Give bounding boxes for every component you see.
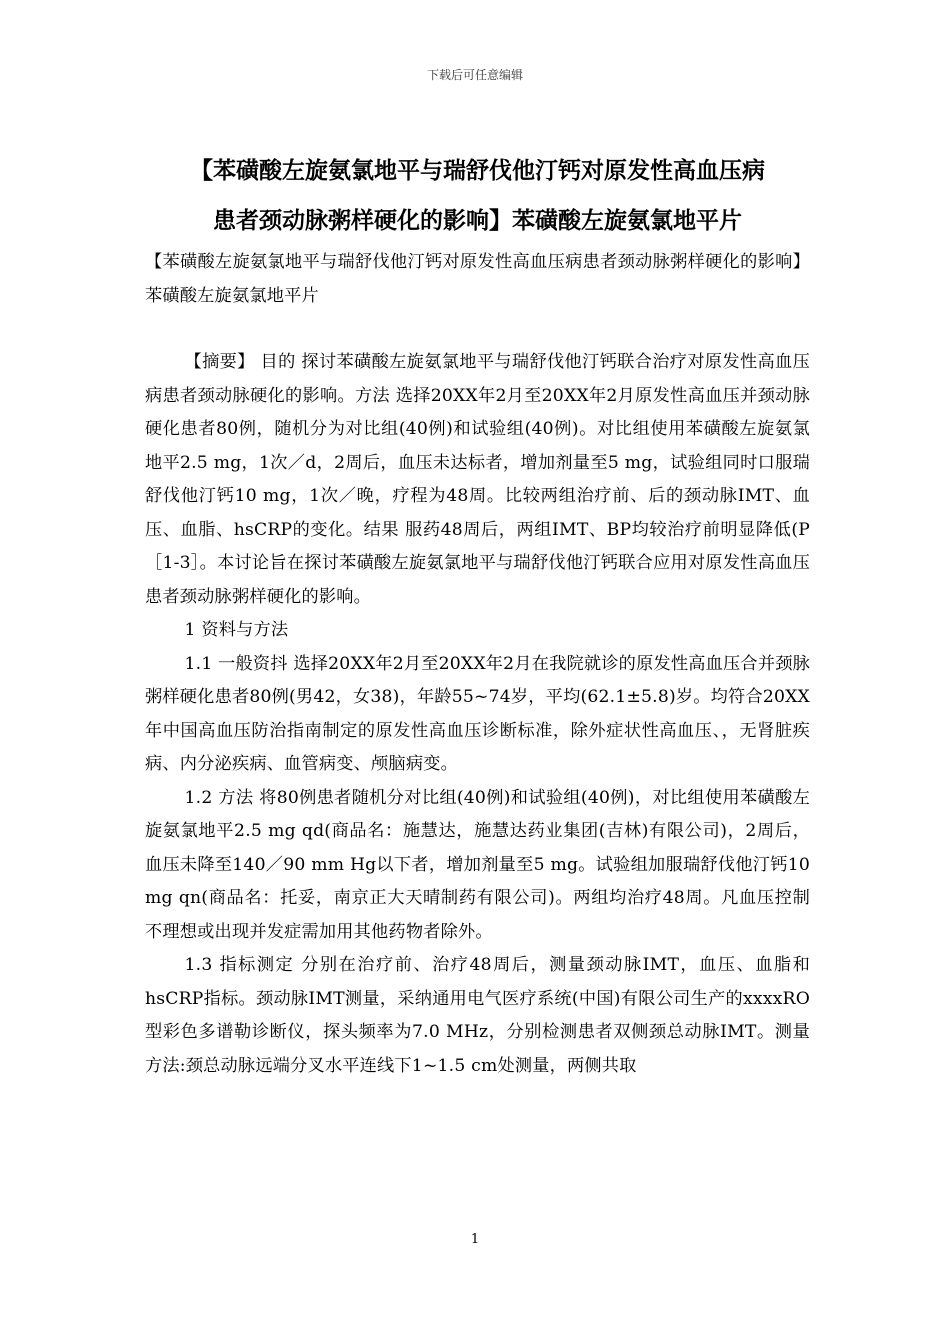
section-heading-methods: 1 资料与方法 [184,620,289,640]
paragraph-indicator-measurement: 1.3 指标测定 分别在治疗前、治疗48周后，测量颈动脉IMT，血压、血脂和hsCRP指标。颈动脉IMT测量，采纳通用电气医疗系统(中国)有限公司生产的xxxxRO型彩色多谱勒诊断仪，探头频率为7.0 MHz，分别检测患者双侧颈总动脉IMT。测量方法:颈总动脉远端分叉水平连线下1~1.5 cm处测量，两侧共取 [145,955,810,1076]
document-title [145,146,810,246]
title-line-1: 【苯磺酸左旋氨氯地平与瑞舒伐他汀钙对原发性高血压病 [190,158,765,184]
page-header-note: 下载后可任意编辑 [426,68,523,82]
paragraph-method: 1.2 方法 将80例患者随机分对比组(40例)和试验组(40例)，对比组使用苯磺酸左旋氨氯地平2.5 mg qd(商品名：施慧达，施慧达药业集团(吉林)有限公司)，2周后，血压未降至140／90 mm Hg以下者，增加剂量至5 mg。试验组加服瑞舒伐他汀钙10 mg qn(商品名：托妥，南京正大天晴制药有限公司)。两组均治疗48周。凡血压控制不理想或出现并发症需加用其他药物者除外。 [145,787,810,942]
page-number: 1 [470,1232,480,1247]
abstract-paragraph: 【摘要】 目的 探讨苯磺酸左旋氨氯地平与瑞舒伐他汀钙联合治疗对原发性高血压病患者颈动脉硬化的影响。方法 选择20XX年2月至20XX年2月原发性高血压并颈动脉硬化患者80例，随机分为对比组(40例)和试验组(40例)。对比组使用苯磺酸左旋氨氯地平2.5 mg，1次／d，2周后，血压未达标者，增加剂量至5 mg，试验组同时口服瑞舒伐他汀钙10 mg，1次／晚，疗程为48周。比较两组治疗前、后的颈动脉IMT、血压、血脂、hsCRP的变化。结果 服药48周后，两组IMT、BP均较治疗前明显降低(P［1-3］。本讨论旨在探讨苯磺酸左旋氨氯地平与瑞舒伐他汀钙联合应用对原发性高血压患者颈动脉粥样硬化的影响。 [145,352,810,607]
subtitle-paragraph: 【苯磺酸左旋氨氯地平与瑞舒伐他汀钙对原发性高血压病患者颈动脉粥样硬化的影响】苯磺酸左旋氨氯地平片 [145,252,810,306]
document-body [145,246,810,1083]
title-line-2: 患者颈动脉粥样硬化的影响】苯磺酸左旋氨氯地平片 [213,208,742,234]
paragraph-general-data: 1.1 一般资抖 选择20XX年2月至20XX年2月在我院就诊的原发性高血压合并颈脉粥样硬化患者80例(男42，女38)，年龄55~74岁，平均(62.1±5.8)岁。均符合20XX年中国高血压防治指南制定的原发性高血压诊断标准，除外症状性高血压、，无肾脏疾病、内分泌疾病、血管病变、颅脑病变。 [145,653,810,774]
